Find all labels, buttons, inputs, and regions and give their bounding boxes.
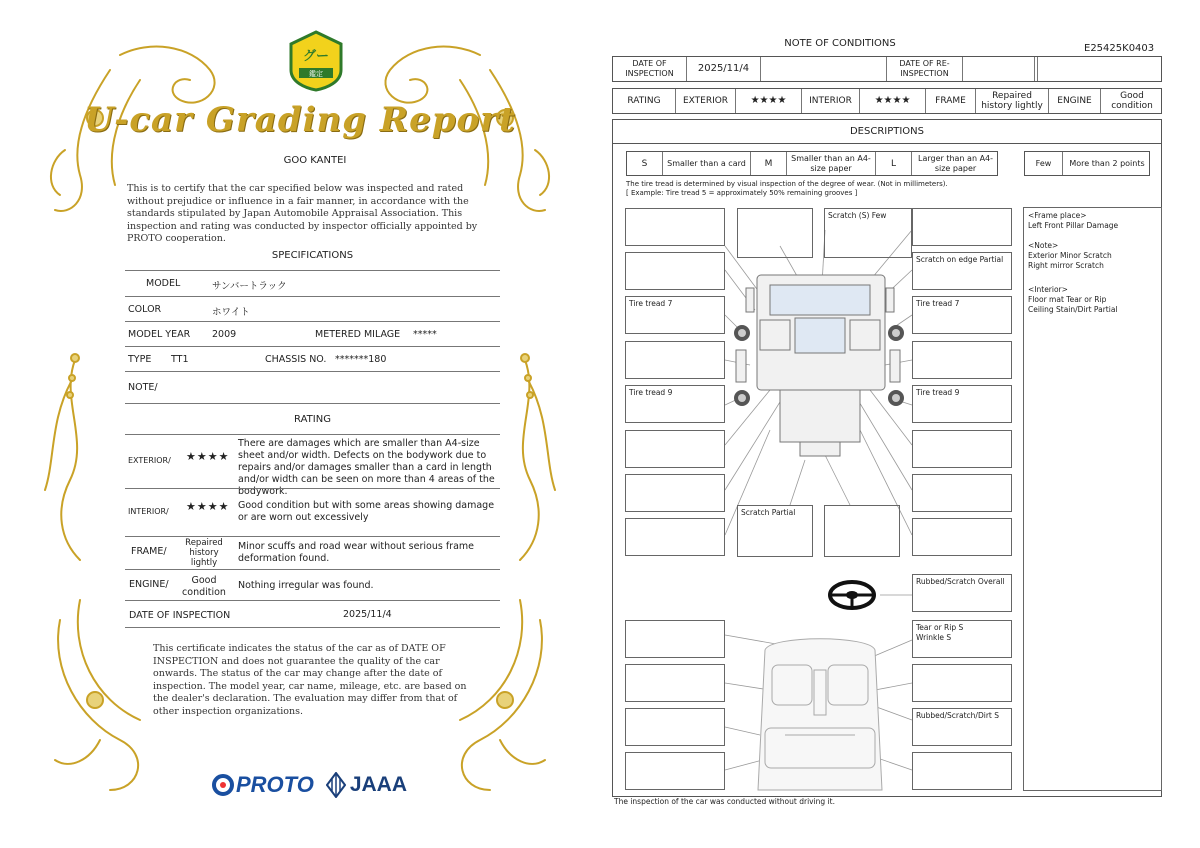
tire-note-line-2: [ Example: Tire tread 5 = approximately 50% remaining grooves ] bbox=[626, 189, 858, 197]
divider bbox=[125, 627, 500, 628]
damage-box-tire-rear-right: Tire tread 9 bbox=[912, 385, 1012, 423]
damage-box bbox=[625, 752, 725, 790]
engine-description: Nothing irregular was found. bbox=[238, 580, 374, 591]
damage-box bbox=[625, 252, 725, 290]
damage-box bbox=[912, 518, 1012, 556]
damage-box-bottom-left: Scratch Partial bbox=[737, 505, 813, 557]
inspection-date-label: DATE OF INSPECTION bbox=[129, 610, 231, 621]
legend-s: S bbox=[627, 152, 663, 175]
divider bbox=[125, 270, 500, 271]
divider bbox=[125, 321, 500, 322]
interior-label: INTERIOR/ bbox=[128, 507, 169, 516]
damage-box-interior-1 bbox=[912, 620, 1012, 658]
damage-box bbox=[912, 341, 1012, 379]
damage-box bbox=[912, 208, 1012, 246]
svg-text:鑑定: 鑑定 bbox=[309, 70, 323, 78]
note-item: Right mirror Scratch bbox=[1028, 261, 1104, 270]
type-value: TT1 bbox=[171, 354, 189, 365]
mileage-value: ***** bbox=[413, 329, 437, 340]
interior-label-1: Tear or Rip S bbox=[916, 623, 964, 632]
frame-value-cell: Repaired history lightly bbox=[976, 89, 1049, 113]
legend-l-desc: Larger than an A4-size paper bbox=[917, 153, 994, 173]
frame-description: Minor scuffs and road wear without serious frame deformation found. bbox=[238, 541, 474, 564]
damage-box-right-edge: Scratch on edge Partial bbox=[912, 252, 1012, 290]
damage-box-top-center: Scratch (S) Few bbox=[824, 208, 912, 258]
jaaa-mark-icon bbox=[326, 772, 346, 798]
damage-box bbox=[912, 474, 1012, 512]
engine-label: ENGINE/ bbox=[129, 579, 169, 590]
interior-description: Good condition but with some areas showing damage or are worn out excessively bbox=[238, 500, 495, 523]
interior-top-view bbox=[758, 639, 882, 790]
legend-few: Few bbox=[1025, 152, 1063, 175]
damage-box bbox=[824, 505, 900, 557]
legend-few-desc: More than 2 points bbox=[1069, 158, 1145, 168]
damage-box-tire-front-left: Tire tread 7 bbox=[625, 296, 725, 334]
frame-place-item: Left Front Pillar Damage bbox=[1028, 221, 1119, 230]
inspection-footer-note: The inspection of the car was conducted without driving it. bbox=[614, 797, 835, 806]
model-label: MODEL bbox=[146, 278, 181, 289]
legend-m-desc: Smaller than an A4-size paper bbox=[787, 152, 876, 175]
engine-value: Good condition bbox=[182, 575, 226, 598]
frame-value: Repaired history lightly bbox=[185, 538, 223, 568]
color-label: COLOR bbox=[128, 304, 162, 315]
divider bbox=[125, 569, 500, 570]
jaaa-logo bbox=[326, 772, 407, 798]
exterior-label: EXTERIOR/ bbox=[128, 456, 171, 465]
damage-box bbox=[625, 518, 725, 556]
jaaa-logo-text: JAAA bbox=[349, 773, 408, 796]
notes-panel bbox=[1023, 207, 1162, 791]
damage-box-steering: Rubbed/Scratch Overall bbox=[912, 574, 1012, 612]
damage-box bbox=[625, 430, 725, 468]
noc-title: NOTE OF CONDITIONS bbox=[784, 38, 896, 49]
interior-item: Floor mat Tear or Rip bbox=[1028, 295, 1107, 304]
note-of-conditions bbox=[600, 0, 1200, 848]
damage-box-tire-front-right: Tire tread 7 bbox=[912, 296, 1012, 334]
frame-place-heading: <Frame place> bbox=[1028, 211, 1087, 220]
divider bbox=[125, 296, 500, 297]
color-value: ホワイト bbox=[212, 307, 250, 318]
report-id: E25425K0403 bbox=[1084, 43, 1155, 54]
damage-box bbox=[625, 664, 725, 702]
rating-heading: RATING bbox=[294, 414, 331, 425]
divider bbox=[125, 536, 500, 537]
model-year-label: MODEL YEAR bbox=[128, 329, 191, 340]
certificate-footer: This certificate indicates the status of the car as of DATE OF INSPECTION and does not guarantee the quality of the car onwards. The status of the car may change after the date of inspection. The model year, car name, mileage, etc. are based on the dealer's declaration. The evaluation may differ from that of other inspection organizations. bbox=[153, 643, 467, 717]
divider bbox=[125, 488, 500, 489]
interior-stars-cell: ★★★★ bbox=[860, 89, 926, 113]
divider bbox=[125, 403, 500, 404]
divider bbox=[125, 434, 500, 435]
date-label-cell: DATE OF INSPECTION bbox=[613, 57, 687, 81]
exterior-stars: ★★★★ bbox=[186, 450, 230, 463]
legend-l: L bbox=[876, 152, 912, 175]
certificate-subtitle: GOO KANTEI bbox=[283, 155, 347, 166]
damage-box bbox=[625, 620, 725, 658]
rating-label-cell: RATING bbox=[613, 89, 676, 113]
certificate-intro: This is to certify that the car specified below was inspected and rated without prejudice or influence in a fair manner, in accordance with the standards stipulated by Japan Automobile Appraisal Association. This inspection and rating was conducted by inspector officially appointed by PROTO cooperation. bbox=[127, 183, 478, 244]
damage-box bbox=[625, 341, 725, 379]
chassis-label: CHASSIS NO. bbox=[265, 354, 327, 365]
damage-box bbox=[912, 752, 1012, 790]
svg-text:グー: グー bbox=[302, 49, 330, 64]
note-heading: <Note> bbox=[1028, 241, 1059, 250]
exterior-description: There are damages which are smaller than A4-size sheet and/or width. Defects on the bodywork due to repairs and/or damages smaller than a card in length and/or width can be seen on more than 4 areas of the bodywork. bbox=[238, 438, 495, 497]
interior-stars: ★★★★ bbox=[186, 500, 230, 513]
damage-box bbox=[625, 474, 725, 512]
damage-box bbox=[625, 708, 725, 746]
note-item: Exterior Minor Scratch bbox=[1028, 251, 1112, 260]
legend-s-desc: Smaller than a card bbox=[663, 152, 751, 175]
proto-logo-text: PROTO bbox=[236, 772, 314, 797]
goo-kantei-badge-icon bbox=[287, 30, 345, 92]
divider bbox=[125, 371, 500, 372]
descriptions-heading: DESCRIPTIONS bbox=[613, 120, 1161, 144]
damage-box bbox=[625, 208, 725, 246]
note-label: NOTE/ bbox=[128, 382, 158, 393]
mileage-label: METERED MILAGE bbox=[315, 329, 401, 340]
steering-wheel-icon bbox=[830, 582, 874, 608]
engine-label-cell: ENGINE bbox=[1049, 89, 1101, 113]
damage-box bbox=[912, 430, 1012, 468]
damage-box-interior-3: Rubbed/Scratch/Dirt S bbox=[912, 708, 1012, 746]
legend-m: M bbox=[751, 152, 787, 175]
divider bbox=[125, 346, 500, 347]
date-value-cell: 2025/11/4 bbox=[687, 57, 761, 81]
logo-bar bbox=[212, 770, 407, 800]
model-value: サンバートラック bbox=[212, 281, 287, 292]
chassis-value: *******180 bbox=[335, 354, 387, 365]
model-year-value: 2009 bbox=[212, 329, 237, 340]
interior-heading: <Interior> bbox=[1028, 285, 1068, 294]
exterior-label-cell: EXTERIOR bbox=[676, 89, 736, 113]
proto-mark-icon bbox=[212, 774, 234, 796]
type-label: TYPE bbox=[128, 354, 152, 365]
inspection-date-value: 2025/11/4 bbox=[343, 609, 392, 620]
frame-label: FRAME/ bbox=[131, 546, 167, 557]
proto-logo bbox=[212, 772, 314, 798]
divider bbox=[125, 600, 500, 601]
certificate-title: U-car Grading Report bbox=[84, 100, 516, 140]
damage-box-tire-rear-left: Tire tread 9 bbox=[625, 385, 725, 423]
interior-item: Ceiling Stain/Dirt Partial bbox=[1028, 305, 1118, 314]
exterior-stars-cell: ★★★★ bbox=[736, 89, 802, 113]
tire-note-line-1: The tire tread is determined by visual inspection of the degree of wear. (Not in millimeters). bbox=[626, 180, 948, 188]
damage-box bbox=[737, 208, 813, 258]
engine-value-cell: Good condition bbox=[1111, 91, 1153, 111]
reinspection-label-cell: DATE OF RE-INSPECTION bbox=[887, 57, 963, 81]
interior-label-cell: INTERIOR bbox=[802, 89, 860, 113]
interior-label-2: Wrinkle S bbox=[916, 633, 952, 642]
specifications-heading: SPECIFICATIONS bbox=[271, 250, 354, 261]
damage-box bbox=[912, 664, 1012, 702]
frame-label-cell: FRAME bbox=[926, 89, 976, 113]
